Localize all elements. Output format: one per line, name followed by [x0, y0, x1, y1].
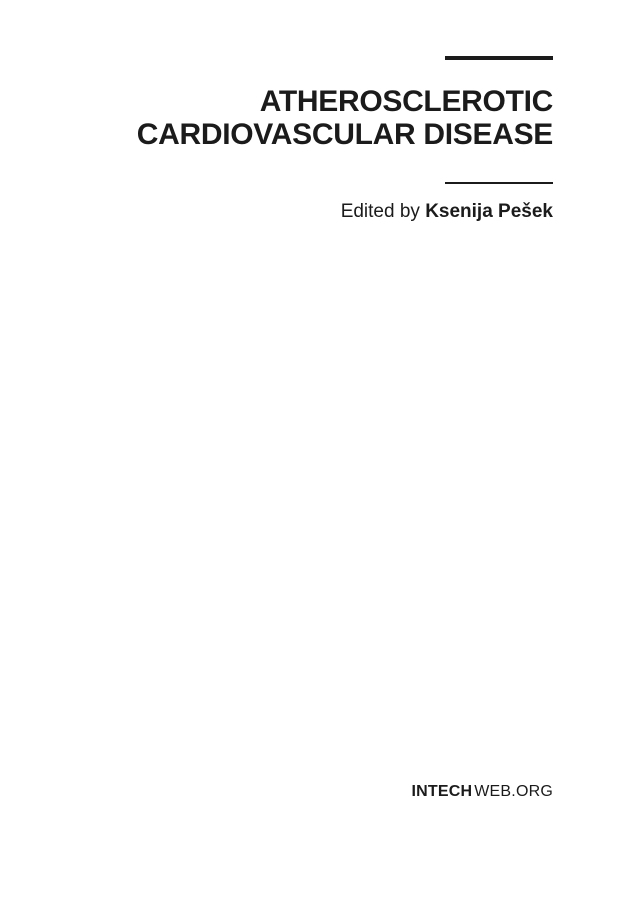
top-rule — [445, 56, 553, 60]
publisher-logo-intech: INTECH — [411, 783, 473, 800]
book-title-line2: CARDIOVASCULAR DISEASE — [136, 118, 553, 151]
publisher-logo-weborg: WEB.ORG — [474, 783, 553, 800]
book-title — [137, 85, 553, 151]
publisher-logo — [411, 783, 553, 801]
editor-name: Ksenija Pešek — [425, 201, 553, 222]
editor-rule — [445, 182, 553, 184]
edited-by-line — [341, 200, 553, 224]
edited-by-label: Edited by — [340, 201, 426, 222]
book-title-line1: ATHEROSCLEROTIC — [259, 85, 553, 118]
